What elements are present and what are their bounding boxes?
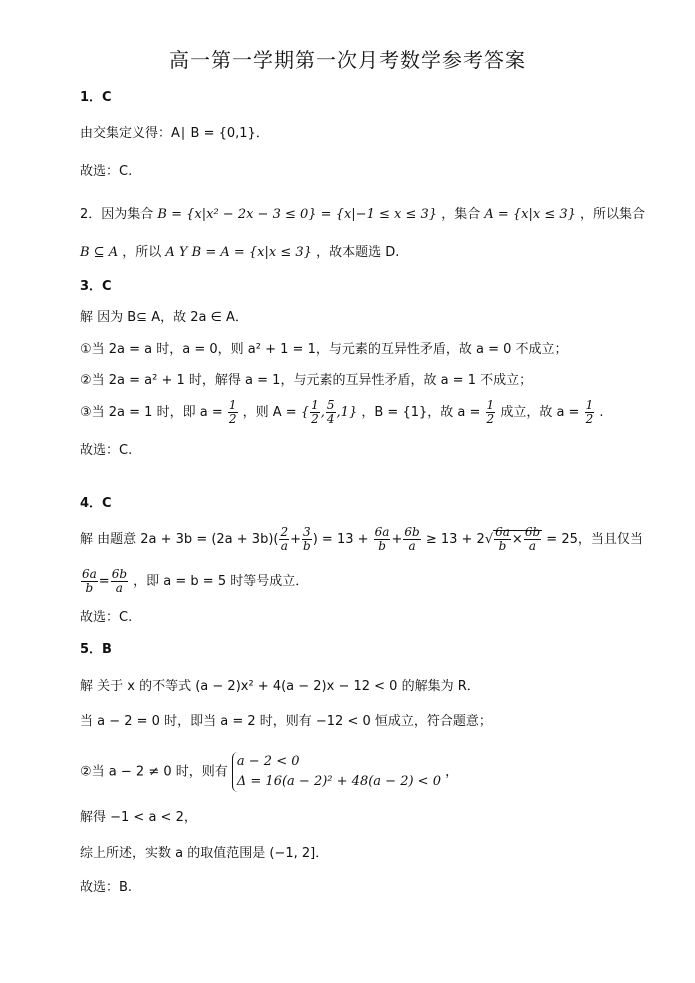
frac-den: 4 [326,412,335,426]
q4-eq-frac-2 [111,568,128,595]
q4-sqrt-frac-1 [494,526,511,553]
q4-eq-frac-1 [81,568,98,595]
q4-frac-6a-over-b [374,526,391,553]
q3-case3-text-b: ，则 A = [242,405,297,420]
q1-answer: 故选：C. [80,164,133,179]
q2-set-b: B = {x|x² − 2x − 3 ≤ 0} = {x|−1 ≤ x ≤ 3} [157,207,438,222]
q4-frac-2-over-a [279,526,289,553]
q2-line1 [80,205,645,225]
q3-set-a: { $\frac{1}{2}$ , $\frac{5}{4}$ ,1} [300,398,358,426]
q3-number: 3．C [80,279,112,294]
q5-summary: 综上所述，实数 a 的取值范围是 (−1, 2]． [80,846,329,861]
plus-sign: + [290,532,302,547]
sqrt-icon: √ [484,532,494,547]
frac-den: 2 [311,412,319,426]
frac-num: 1 [311,398,319,412]
q3-fraction-half-2 [486,399,496,426]
frac-num: 5 [326,398,335,412]
q2-so: ，所以 [122,245,162,260]
system-row-1: a − 2 < 0 [236,754,300,769]
frac-den: b [303,539,311,553]
q2-intro: 2．因为集合 [80,207,154,222]
q4-frac-3-over-b [302,526,312,553]
q4-text-a: 解 由题意 2a + 3b = (2a + 3b)( [80,532,279,547]
frac-num: 6b [404,525,420,539]
frac-num: 6a [82,567,97,581]
q2-answer: ，故本题选 D. [316,245,400,260]
q4-text-e: ，即 a = b = 5 时等号成立． [133,574,309,589]
q2-mid: ，集合 [441,207,481,222]
q2-line2 [80,243,399,263]
frac-num: 1 [585,398,594,412]
plus-sign: + [391,532,403,547]
page-title: 高一第一学期第一次月考数学参考答案 [169,48,526,72]
equals-sign: = [98,574,110,589]
q5-case2 [80,752,458,792]
q2-subset: B ⊆ A [80,245,119,260]
q3-fraction-half [228,399,238,426]
q5-case2-comma: ， [445,764,459,780]
set-tail: ,1 [336,405,349,420]
set-frac-2 [326,399,336,426]
frac-den: b [498,539,507,553]
q4-text-b: ) = 13 + [312,532,369,547]
frac-den: b [378,539,386,553]
q4-text-c: ≥ 13 + 2 [425,532,485,547]
q5-inequality-system [232,752,441,792]
q3-fraction-half-3 [585,399,595,426]
frac-den: 2 [585,412,594,426]
q4-sqrt-frac-2 [524,526,541,553]
frac-den: 2 [486,412,495,426]
q5-case1: 当 a − 2 = 0 时，即当 a = 2 时，则有 −12 < 0 恒成立，符合题意； [80,714,492,729]
q5-number: 5．B [80,642,112,657]
times-sign: × [511,532,523,547]
frac-num: 1 [228,398,237,412]
q3-case3-text-a: ③当 2a = 1 时，即 a = [80,405,223,420]
q3-case2: ②当 2a = a² + 1 时，解得 a = 1，与元素的互异性矛盾，故 a = 1 不成立； [80,373,533,388]
frac-den: a [528,539,537,553]
q5-case2-text: ②当 a − 2 ≠ 0 时，则有 [80,764,228,780]
q4-number: 4．C [80,496,112,511]
frac-den: 2 [228,412,237,426]
q3-case1: ①当 2a = a 时，a = 0，则 a² + 1 = 1，与元素的互异性矛盾，故 a = 0 不成立； [80,342,568,357]
sqrt-radicand [493,525,542,553]
q3-answer: 故选：C. [80,443,133,458]
q4-frac-6b-over-a [403,526,420,553]
q5-result: 解得 −1 < a < 2， [80,810,197,825]
q4-line1 [80,526,643,553]
q3-case3 [80,399,604,426]
q1-number: 1．C [80,90,112,105]
q4-answer: 故选：C. [80,610,133,625]
frac-den: b [85,581,94,595]
q5-intro: 解 关于 x 的不等式 (a − 2)x² + 4(a − 2)x − 12 < 0 的解集为 R． [80,679,480,694]
frac-den: a [115,581,123,595]
q1-solution: 由交集定义得：A∣ B = {0,1}． [80,126,269,141]
frac-num: 3 [303,525,311,539]
frac-den: a [280,539,288,553]
set-frac-1 [310,399,320,426]
q3-case3-text-e: . [599,405,604,420]
q5-answer: 故选：B. [80,880,133,895]
frac-num: 6a [495,525,510,539]
frac-den: a [408,539,416,553]
q2-union: A Y B = A = {x|x ≤ 3} [165,245,312,260]
q3-case3-text-c: ，B = {1}，故 a = [361,405,481,420]
system-row-2: Δ = 16(a − 2)² + 48(a − 2) < 0 [236,774,441,789]
frac-num: 6a [374,525,390,539]
q3-case3-text-d: 成立，故 a = [500,405,580,420]
q2-suffix: ，所以集合 [580,207,646,222]
frac-num: 6b [111,567,128,581]
frac-num: 6b [524,525,541,539]
frac-num: 1 [486,398,495,412]
q4-line2 [80,568,308,595]
q3-intro: 解 因为 B⊆ A，故 2a ∈ A． [80,310,248,325]
frac-num: 2 [280,525,289,539]
q4-text-d: = 25，当且仅当 [546,532,643,547]
q2-set-a: A = {x|x ≤ 3} [484,207,576,222]
